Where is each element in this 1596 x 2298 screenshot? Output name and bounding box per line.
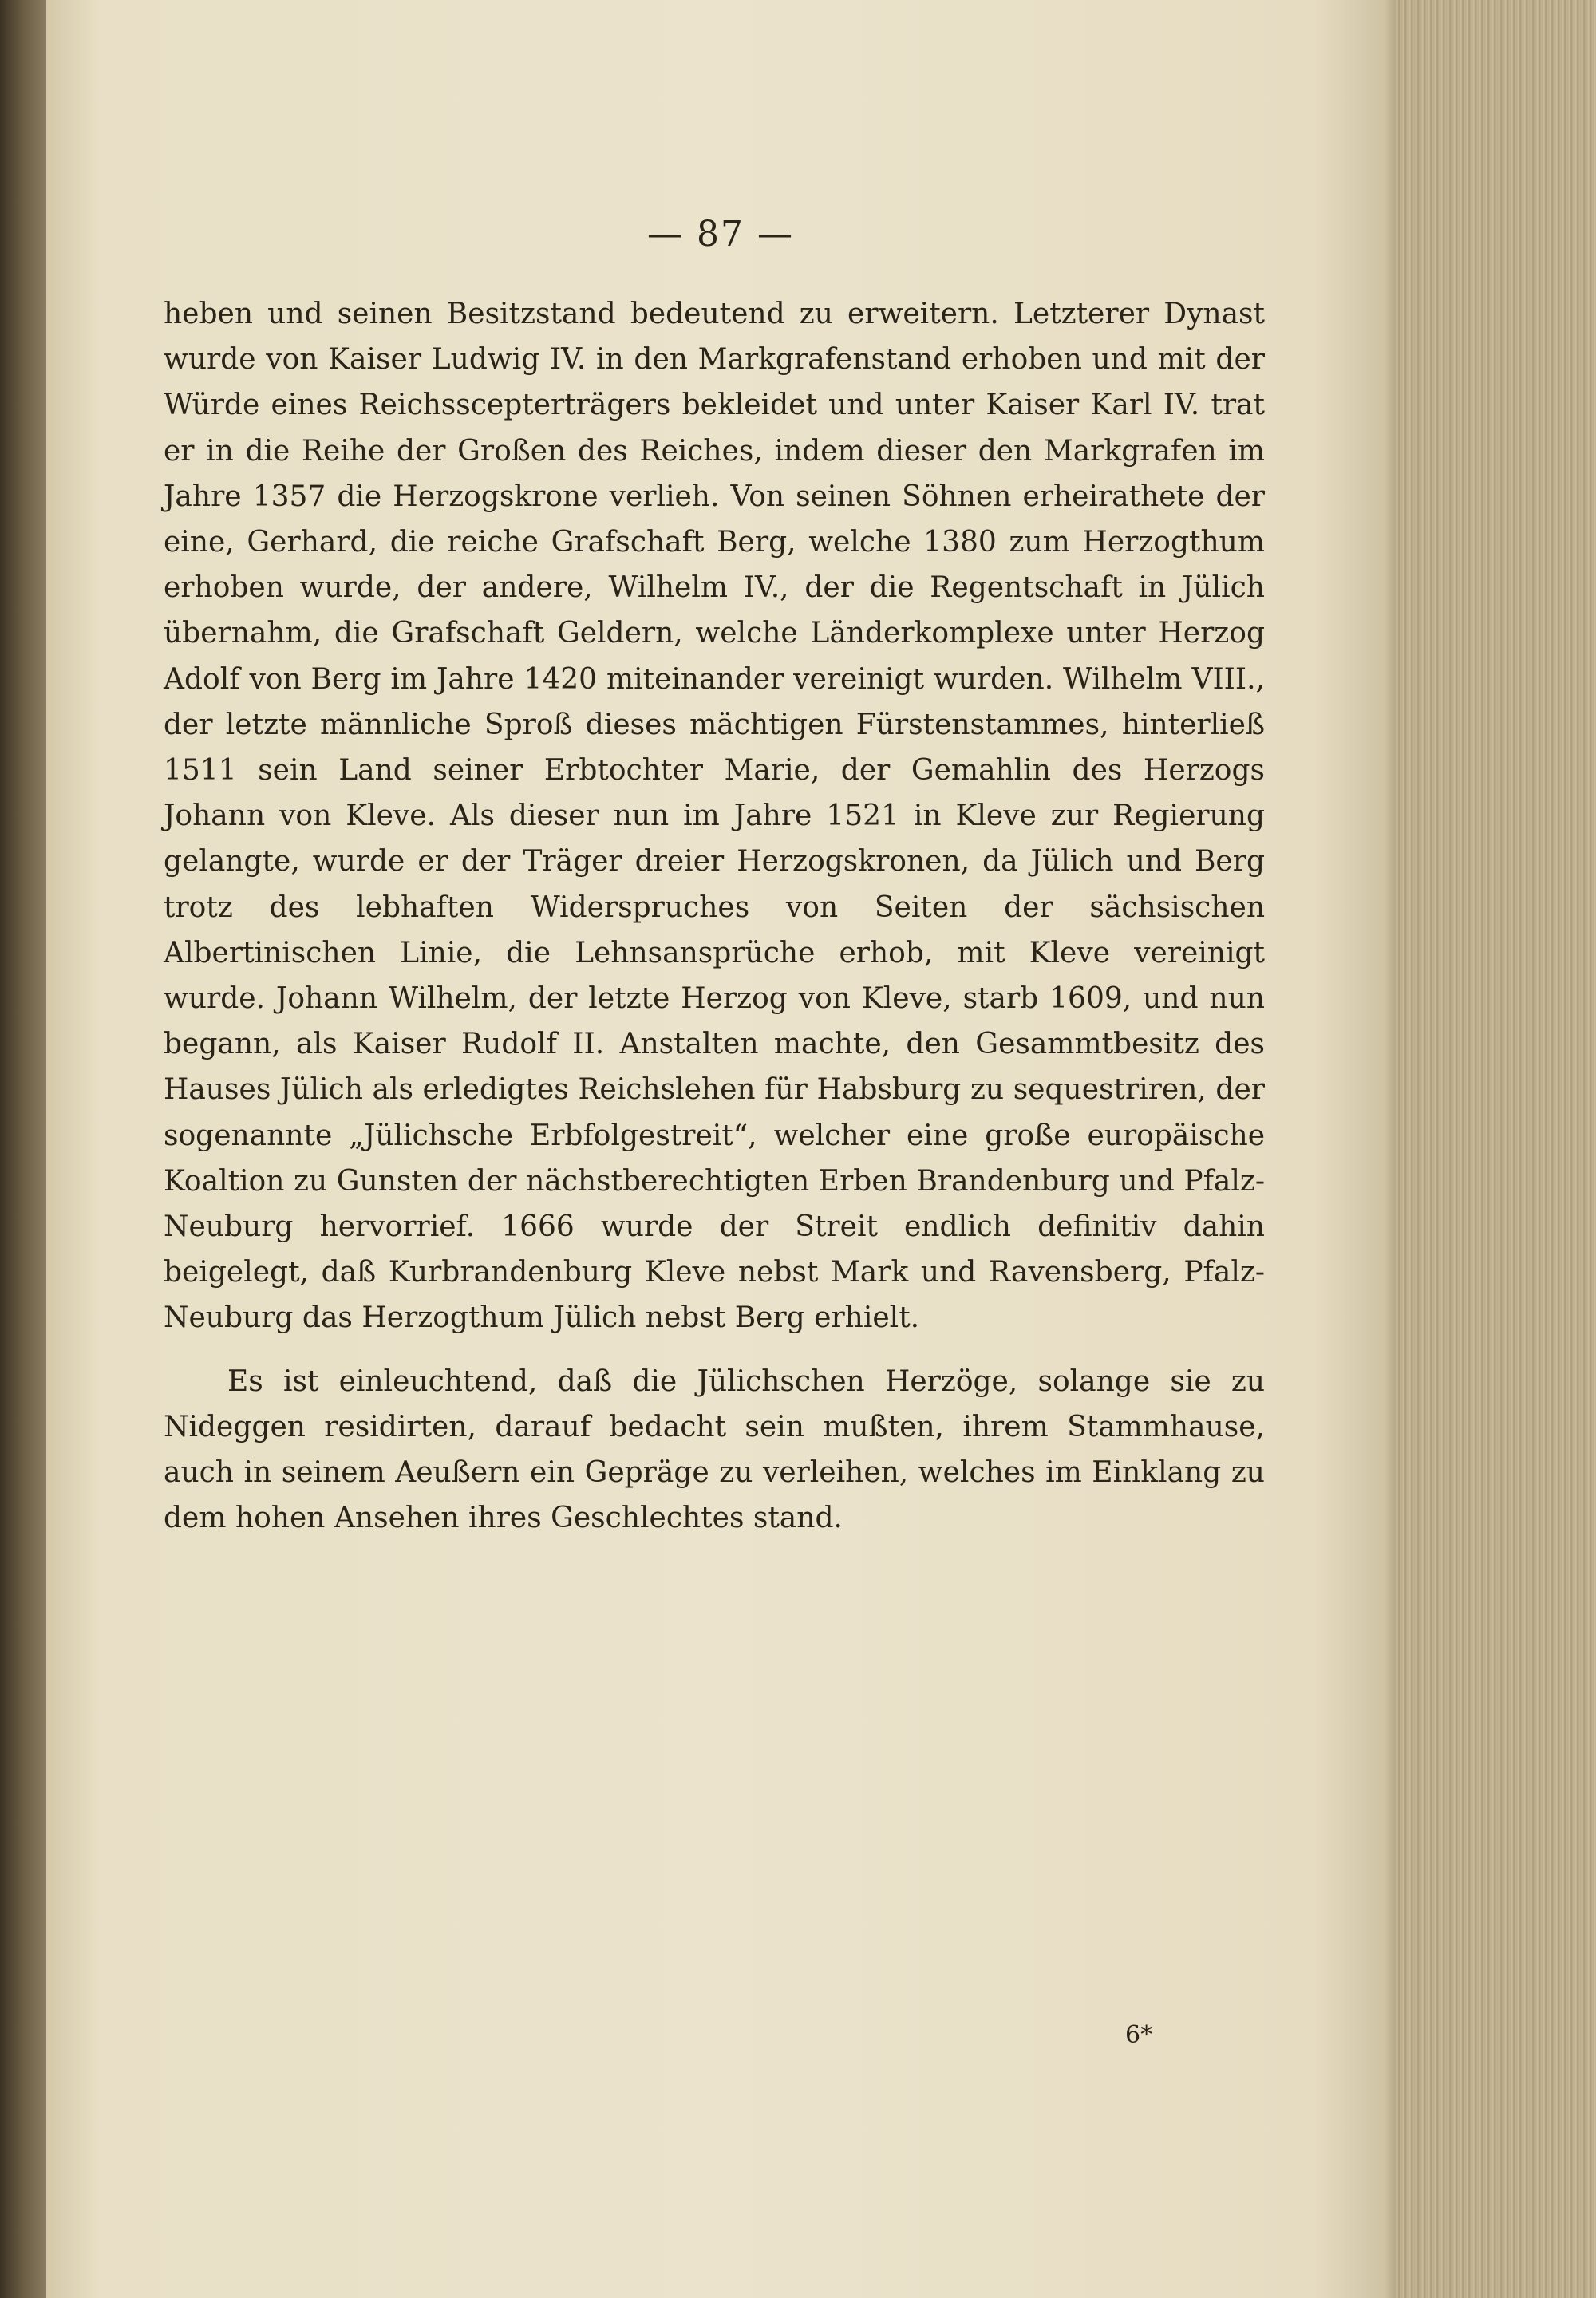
page-stack-edge [1395, 0, 1596, 2298]
paragraph-1: heben und seinen Besitzstand bedeutend zu erweitern. Letzterer Dynast wurde von Kaiser Ludwig IV. in den Markgrafenstand erhoben und mit der Würde eines Reichsscepterträgers bekleidet und unter Kaiser Karl IV. trat er in die Reihe der Großen des Reiches, indem dieser den Markgrafen im Jahre 1357 die Herzogskrone verlieh. Von seinen Söhnen erheirathete der eine, Gerhard, die reiche Grafschaft Berg, welche 1380 zum Herzogthum erhoben wurde, der andere, Wilhelm IV., der die Regentschaft in Jülich übernahm, die Grafschaft Geldern, welche Länderkomplexe unter Herzog Adolf von Berg im Jahre 1420 miteinander vereinigt wurden. Wilhelm VIII., der letzte männliche Sproß dieses mächtigen Fürstenstammes, hinterließ 1511 sein Land seiner Erbtochter Marie, der Gemahlin des Herzogs Johann von Kleve. Als dieser nun im Jahre 1521 in Kleve zur Regierung gelangte, wurde er der Träger dreier Herzogskronen, da Jülich und Berg trotz des lebhaften Widerspruches von Seiten der sächsischen Albertinischen Linie, die Lehnsansprüche erhob, mit Kleve vereinigt wurde. Johann Wilhelm, der letzte Herzog von Kleve, starb 1609, und nun begann, als Kaiser Rudolf II. Anstalten machte, den Gesammtbesitz des Hauses Jülich als erledigtes Reichslehen für Habsburg zu sequestriren, der sogenannte „Jülichsche Erbfolgestreit“, welcher eine große europäische Koaltion zu Gunsten der nächstberechtigten Erben Brandenburg und Pfalz-Neuburg hervorrief. 1666 wurde der Streit endlich definitiv dahin beigelegt, daß Kurbrandenburg Kleve nebst Mark und Ravensberg, Pfalz-Neuburg das Herzogthum Jülich nebst Berg erhielt. [164, 298, 1265, 1335]
body-text [164, 291, 1265, 1541]
paragraph-2: Es ist einleuchtend, daß die Jülichschen Herzöge, solange sie zu Nideggen residirten, darauf bedacht sein mußten, ihrem Stammhause, auch in seinem Aeußern ein Gepräge zu verleihen, welches im Einklang zu dem hohen Ansehen ihres Geschlechtes stand. [164, 1364, 1265, 1535]
signature-mark: 6* [1125, 2021, 1153, 2049]
page-number: — 87 — [647, 214, 794, 255]
left-page-edge [0, 0, 46, 2298]
